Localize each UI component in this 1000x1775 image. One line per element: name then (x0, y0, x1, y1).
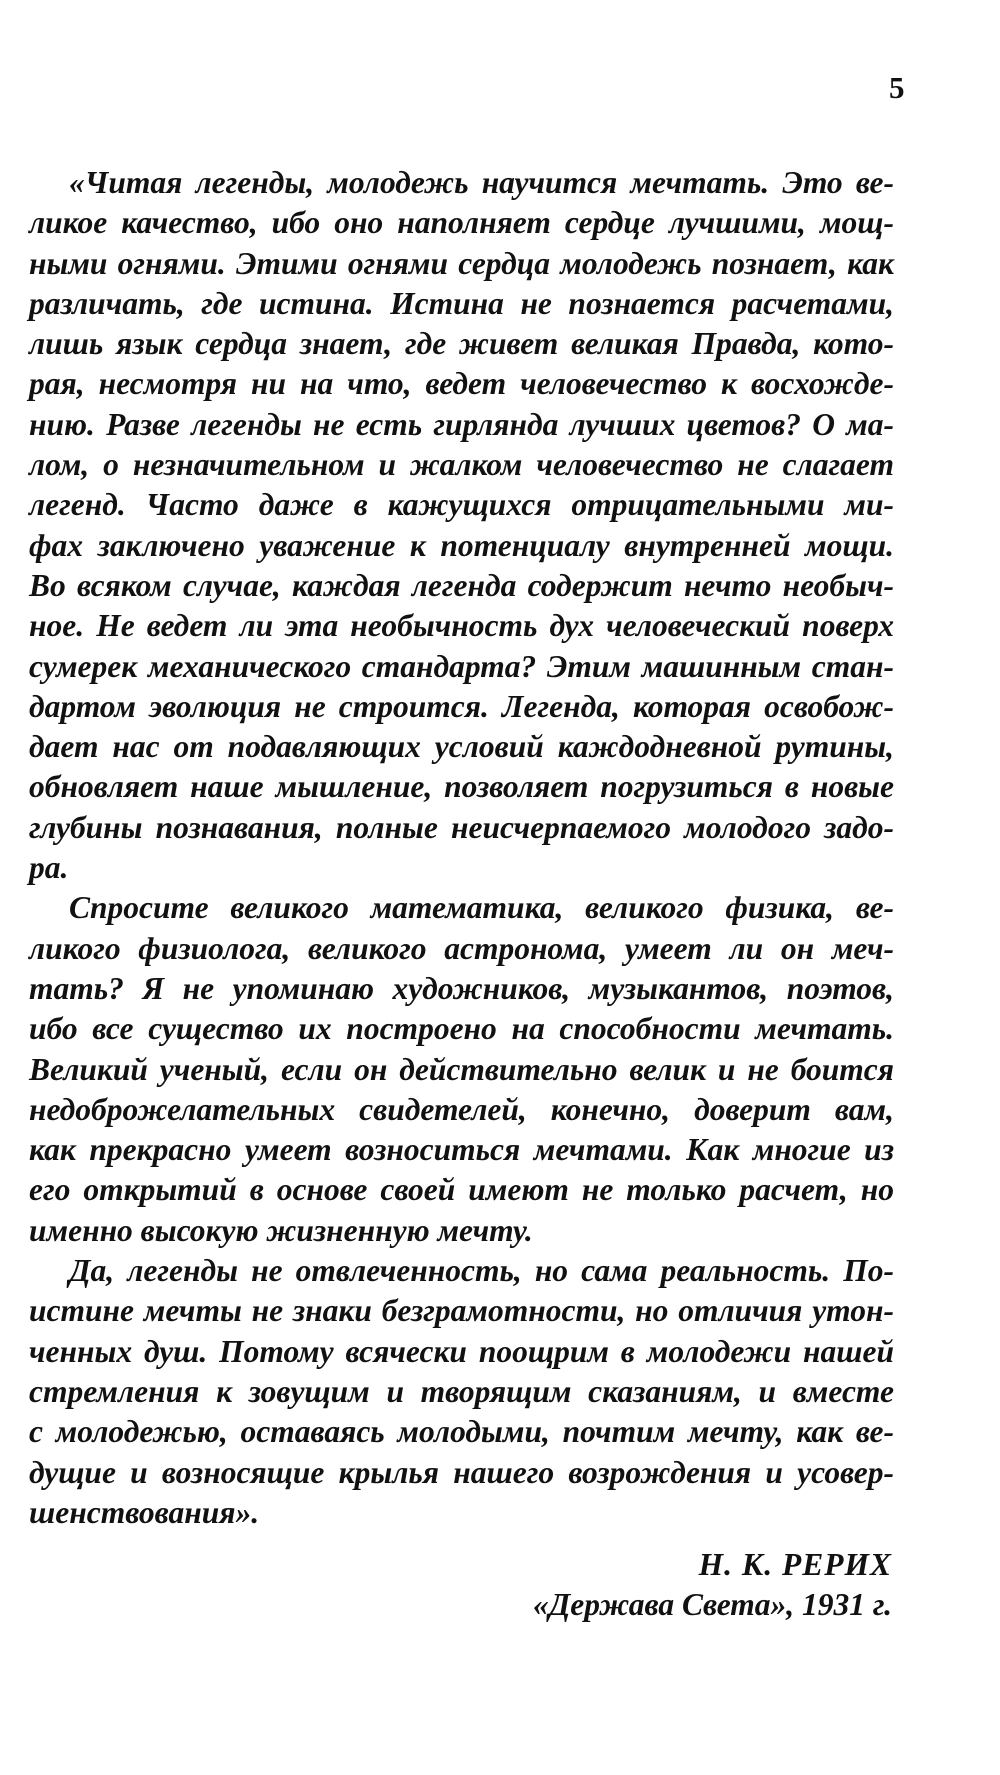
text-line: ное. Не ведет ли эта необычность дух человеческий поверх (29, 608, 894, 644)
text-line: нию. Разве легенды не есть гирлянда лучших цветов? О ма- (29, 406, 894, 442)
text-line: ибо все существо их построено на способности мечтать. (29, 1011, 894, 1047)
text-line: ликое качество, ибо оно наполняет сердце лучшими, мощ- (29, 205, 894, 241)
text-line: именно высокую жизненную мечту. (29, 1212, 533, 1248)
text-line: Спросите великого математика, великого физика, ве- (69, 890, 894, 926)
paragraph-3 (29, 1251, 894, 1533)
text-line: глубины познавания, полные неисчерпаемого молодого задо- (29, 809, 894, 845)
paragraph-1 (29, 163, 894, 888)
text-line: ными огнями. Этими огнями сердца молодежь познает, как (29, 245, 894, 281)
text-line: шенствования». (29, 1494, 260, 1530)
text-line: недоброжелательных свидетелей, конечно, доверит вам, (29, 1091, 894, 1127)
text-line: Во всяком случае, каждая легенда содержит нечто необыч- (29, 567, 894, 603)
signature-author: Н. К. РЕРИХ (698, 1547, 892, 1582)
text-line: дает нас от подавляющих условий каждодневной рутины, (29, 729, 894, 765)
text-line: с молодежью, оставаясь молодыми, почтим мечту, как ве- (29, 1414, 894, 1450)
text-line: тать? Я не упоминаю художников, музыкантов, поэтов, (29, 970, 894, 1006)
text-line: лом, о незначительном и жалком человечество не слагает (29, 447, 894, 483)
text-line: как прекрасно умеет возноситься мечтами. Как многие из (29, 1132, 894, 1168)
page-number: 5 (889, 70, 905, 105)
text-line: различать, где истина. Истина не познается расчетами, (29, 285, 894, 321)
text-line: «Читая легенды, молодежь научится мечтать. Это ве- (69, 165, 894, 200)
text-line: лишь язык сердца знает, где живет великая Правда, кото- (29, 326, 894, 362)
signature (533, 1545, 892, 1626)
text-line: истине мечты не знаки безграмотности, но отличия утон- (29, 1293, 894, 1329)
text-line: стремления к зовущим и творящим сказаниям, и вместе (29, 1373, 894, 1409)
signature-source: «Держава Света», 1931 г. (532, 1587, 892, 1623)
text-line: ра. (29, 850, 69, 886)
text-line: его открытий в основе своей имеют не только расчет, но (29, 1172, 894, 1208)
text-line: дартом эволюция не строится. Легенда, которая освобож- (29, 688, 894, 724)
text-line: обновляет наше мышление, позволяет погрузиться в новые (29, 769, 894, 805)
text-line: Великий ученый, если он действительно велик и не боится (29, 1051, 894, 1087)
text-line: ликого физиолога, великого астронома, умеет ли он меч- (29, 930, 894, 966)
text-line: фах заключено уважение к потенциалу внутренней мощи. (29, 527, 894, 563)
text-line: легенд. Часто даже в кажущихся отрицательными ми- (29, 487, 894, 523)
text-line: дущие и возносящие крылья нашего возрождения и усовер- (29, 1454, 894, 1490)
text-line: ченных душ. Потому всячески поощрим в молодежи нашей (29, 1333, 894, 1369)
text-line: рая, несмотря ни на что, ведет человечество к восхожде- (29, 366, 894, 402)
text-line: Да, легенды не отвлеченность, но сама реальность. По- (69, 1253, 894, 1289)
body-text (29, 163, 894, 1533)
paragraph-2 (29, 888, 894, 1251)
text-line: сумерек механического стандарта? Этим машинным стан- (29, 648, 894, 684)
